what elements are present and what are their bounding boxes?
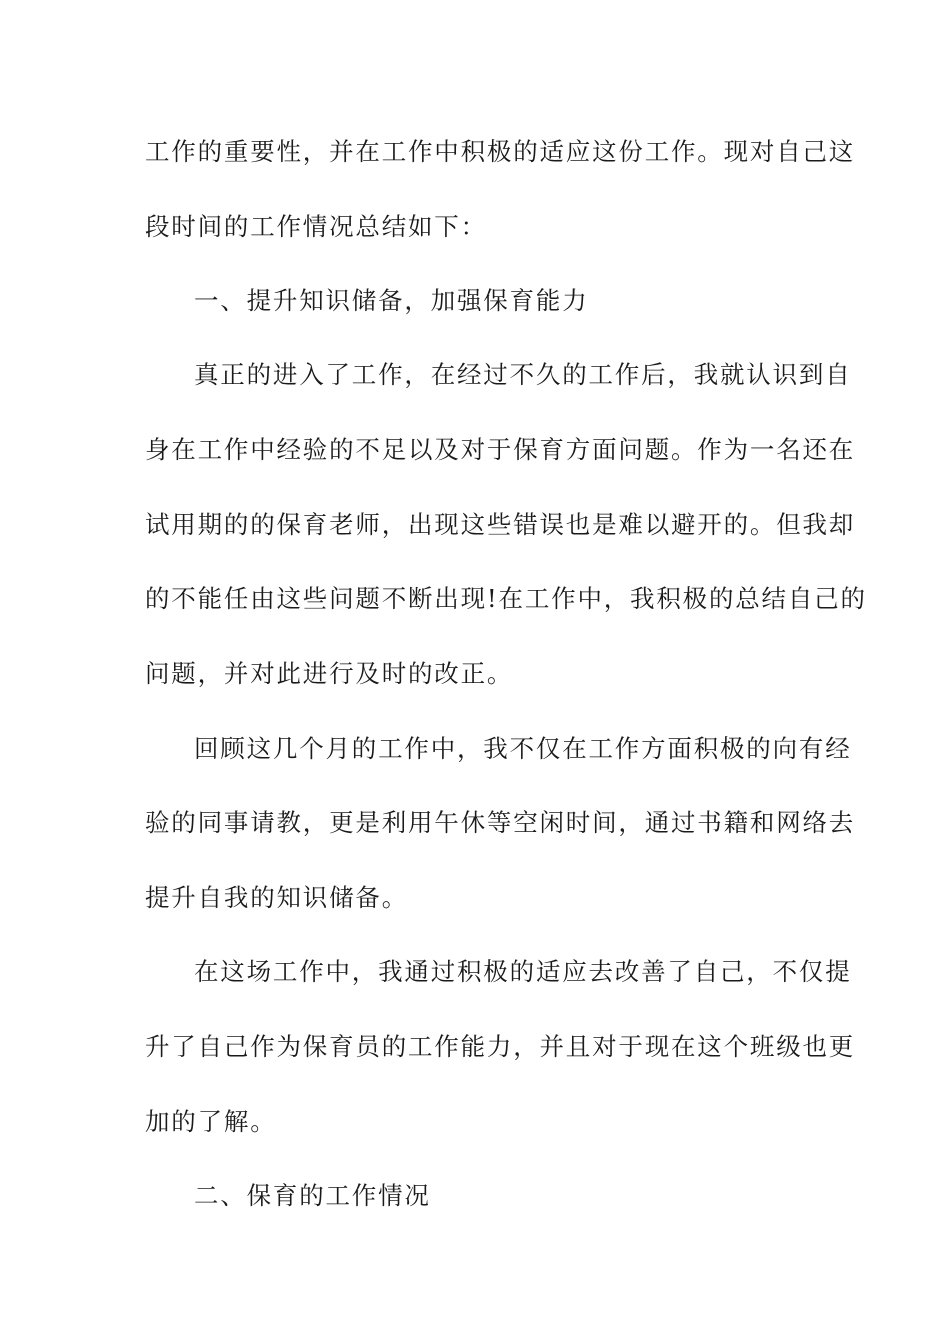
- body-line: 验的同事请教，更是利用午休等空闲时间，通过书籍和网络去: [145, 808, 856, 837]
- section-heading: 一、提升知识储备，加强保育能力: [194, 286, 589, 315]
- body-line: 提升自我的知识储备。: [145, 883, 408, 912]
- body-line: 试用期的的保育老师，出现这些错误也是难以避开的。但我却: [145, 510, 856, 539]
- body-line: 回顾这几个月的工作中，我不仅在工作方面积极的向有经: [194, 734, 852, 763]
- body-line: 的不能任由这些问题不断出现!在工作中，我积极的总结自己的: [145, 584, 867, 613]
- body-line: 身在工作中经验的不足以及对于保育方面问题。作为一名还在: [145, 435, 856, 464]
- body-line: 真正的进入了工作，在经过不久的工作后，我就认识到自: [194, 360, 852, 389]
- body-line: 工作的重要性，并在工作中积极的适应这份工作。现对自己这: [145, 137, 856, 166]
- body-line: 段时间的工作情况总结如下：: [145, 212, 487, 241]
- body-line: 升了自己作为保育员的工作能力，并且对于现在这个班级也更: [145, 1032, 856, 1061]
- section-heading: 二、保育的工作情况: [194, 1181, 431, 1210]
- body-line: 问题，并对此进行及时的改正。: [145, 659, 514, 688]
- body-line: 在这场工作中，我通过积极的适应去改善了自己，不仅提: [194, 957, 852, 986]
- body-line: 加的了解。: [145, 1107, 277, 1136]
